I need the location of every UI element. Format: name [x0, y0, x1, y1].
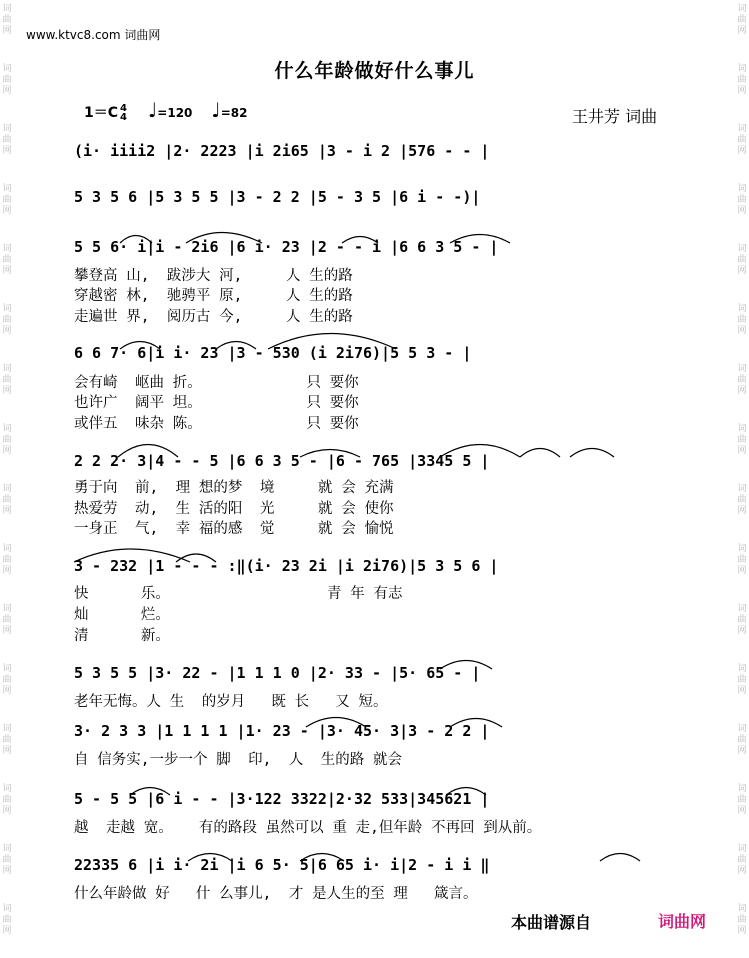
slur-arc — [440, 661, 492, 670]
edge-watermark-char: 网 — [2, 206, 12, 216]
lyric-line: 一身正 气, 幸 福的感 觉 就 会 愉悦 — [74, 521, 394, 537]
edge-watermark-char: 曲 — [737, 495, 747, 505]
lyric-line: 自 信务实,一步一个 脚 印, 人 生的路 就会 — [74, 752, 403, 768]
edge-watermark-char: 词 — [737, 304, 747, 314]
edge-watermark-char: 词 — [2, 544, 12, 554]
edge-watermark-char: 词 — [2, 844, 12, 854]
slur-arc — [300, 854, 344, 862]
edge-watermark-char: 网 — [2, 866, 12, 876]
edge-watermark-char: 曲 — [737, 435, 747, 445]
edge-watermark-char: 曲 — [737, 675, 747, 685]
edge-watermark-char: 网 — [2, 386, 12, 396]
edge-watermark-char: 词 — [737, 784, 747, 794]
notation-line: 5 3 5 6 |5 3 5 5 |3 - 2 2 |5 - 3 5 |6 i - -)| — [74, 188, 481, 206]
edge-watermark-char: 网 — [2, 746, 12, 756]
edge-watermark-char: 曲 — [737, 135, 747, 145]
edge-watermark-char: 网 — [2, 146, 12, 156]
edge-watermark-char: 网 — [737, 26, 747, 36]
edge-watermark-char: 曲 — [737, 315, 747, 325]
edge-watermark-char: 网 — [2, 806, 12, 816]
edge-watermark-char: 网 — [737, 386, 747, 396]
edge-watermark-char: 网 — [2, 446, 12, 456]
edge-watermark-char: 曲 — [737, 915, 747, 925]
slur-arc — [268, 334, 396, 350]
edge-watermark-char: 曲 — [737, 795, 747, 805]
edge-watermark-char: 曲 — [737, 15, 747, 25]
lyric-line: 走遍世 界, 阅历古 今, 人 生的路 — [74, 309, 353, 325]
slur-arc — [306, 718, 366, 728]
edge-watermark-char: 网 — [2, 926, 12, 936]
slur-arc — [176, 554, 216, 562]
edge-watermark-char: 网 — [737, 446, 747, 456]
edge-watermark-char: 词 — [737, 724, 747, 734]
slur-arc — [600, 854, 640, 862]
notation-line: 2 2 2· 3|4 - - 5 |6 6 3 5 - |6 - 765 |3345 5 | — [74, 452, 490, 470]
edge-watermark-char: 词 — [2, 604, 12, 614]
edge-watermark-char: 曲 — [737, 195, 747, 205]
edge-watermark-char: 词 — [2, 304, 12, 314]
edge-watermark-char: 曲 — [2, 855, 12, 865]
composer-credit: 王井芳 词曲 — [572, 107, 658, 126]
edge-watermark-char: 网 — [2, 86, 12, 96]
quarter-note-icon: ♩ — [147, 98, 158, 122]
edge-watermark-char: 曲 — [2, 915, 12, 925]
edge-watermark-char: 词 — [737, 64, 747, 74]
slur-arc — [120, 236, 152, 244]
edge-watermark-char: 词 — [2, 424, 12, 434]
edge-watermark-char: 曲 — [737, 855, 747, 865]
edge-watermark-char: 曲 — [2, 495, 12, 505]
site-watermark: www.ktvc8.com 词曲网 — [26, 28, 161, 42]
edge-watermark-char: 曲 — [2, 795, 12, 805]
slur-arc — [450, 235, 510, 244]
lyric-line: 或伴五 味杂 陈。 只 要你 — [74, 416, 359, 432]
notation-line: 3 - 232 |1 - - - :‖(i· 23 2i |i 2i76)|5 3 5 6 | — [74, 557, 499, 575]
slur-arc — [570, 449, 614, 458]
edge-watermark-char: 曲 — [2, 675, 12, 685]
edge-watermark-char: 网 — [737, 866, 747, 876]
lyric-line: 灿 烂。 — [74, 607, 170, 623]
slur-arc — [342, 237, 378, 244]
notation-line: 3· 2 3 3 |1 1 1 1 |1· 23 - |3· 45· 3|3 - 2 2 | — [74, 722, 490, 740]
tempo-key-line: 1＝C 4 4 ♩=120 ♩=82 — [84, 98, 248, 123]
slur-arc — [216, 342, 256, 350]
edge-watermark-char: 词 — [2, 484, 12, 494]
slur-arc — [186, 233, 262, 244]
edge-watermark-char: 词 — [737, 544, 747, 554]
notation-line: 5 3 5 5 |3· 22 - |1 1 1 0 |2· 33 - |5· 65 - | — [74, 664, 481, 682]
edge-watermark-char: 曲 — [737, 255, 747, 265]
notation-line: 5 5 6· i|i - 2i6 |6 i· 23 |2 - - i |6 6 3 5 - | — [74, 238, 499, 256]
edge-watermark-char: 词 — [737, 844, 747, 854]
edge-watermark-char: 曲 — [737, 615, 747, 625]
source-note: 本曲谱源自 — [511, 913, 592, 932]
edge-watermark-char: 曲 — [2, 15, 12, 25]
edge-watermark-char: 网 — [2, 626, 12, 636]
edge-watermark-char: 网 — [2, 506, 12, 516]
edge-watermark-char: 曲 — [2, 75, 12, 85]
lyric-line: 热爱劳 动, 生 活的阳 光 就 会 使你 — [74, 501, 394, 517]
edge-watermark-char: 曲 — [2, 435, 12, 445]
lyric-line: 也许广 阔平 坦。 只 要你 — [74, 395, 359, 411]
edge-watermark-char: 词 — [2, 664, 12, 674]
edge-watermark-char: 曲 — [737, 75, 747, 85]
edge-watermark-char: 词 — [737, 364, 747, 374]
edge-watermark-char: 网 — [737, 926, 747, 936]
edge-watermark-char: 词 — [2, 364, 12, 374]
edge-watermark-char: 网 — [737, 146, 747, 156]
edge-watermark-char: 曲 — [2, 615, 12, 625]
lyric-line: 老年无悔。人 生 的岁月 既 长 又 短。 — [74, 694, 388, 710]
edge-watermark-char: 曲 — [2, 735, 12, 745]
edge-watermark-char: 曲 — [2, 255, 12, 265]
edge-watermark-char: 词 — [737, 424, 747, 434]
time-beats: 4 — [120, 103, 127, 114]
edge-watermark-char: 曲 — [737, 375, 747, 385]
edge-watermark-char: 词 — [2, 184, 12, 194]
slur-arc — [74, 549, 190, 562]
edge-watermark-char: 词 — [2, 4, 12, 14]
quarter-note-icon: ♩ — [211, 98, 221, 122]
lyric-line: 穿越密 林, 驰骋平 原, 人 生的路 — [74, 288, 353, 304]
edge-watermark-char: 网 — [737, 626, 747, 636]
slur-arc — [118, 445, 178, 458]
edge-watermark-char: 曲 — [737, 555, 747, 565]
edge-watermark-char: 网 — [737, 566, 747, 576]
edge-watermark-char: 曲 — [2, 375, 12, 385]
edge-watermark-char: 词 — [737, 604, 747, 614]
lyric-line: 什么年龄做 好 什 么事儿, 才 是人生的至 理 箴言。 — [74, 886, 478, 902]
notation-line: 22335 6 |i i· 2i |i 6 5· 5|6 65 i· i|2 - i i ‖ — [74, 856, 490, 874]
edge-watermark-char: 词 — [737, 184, 747, 194]
edge-watermark-char: 网 — [2, 26, 12, 36]
site-logo: 词曲网 — [658, 912, 707, 931]
lyric-line: 越 走越 宽。 有的路段 虽然可以 重 走,但年龄 不再回 到从前。 — [74, 820, 542, 836]
edge-watermark-char: 网 — [737, 746, 747, 756]
edge-watermark-char: 网 — [2, 266, 12, 276]
time-unit: 4 — [120, 112, 127, 123]
edge-watermark-char: 词 — [737, 904, 747, 914]
tempo-bpm-1: 120 — [167, 106, 193, 120]
lyric-line: 快 乐。 青 年 有志 — [74, 586, 403, 602]
slur-arc — [188, 854, 232, 862]
edge-watermark-char: 曲 — [2, 555, 12, 565]
edge-watermark-char: 词 — [2, 724, 12, 734]
edge-watermark-char: 网 — [737, 206, 747, 216]
slur-arc — [300, 450, 360, 458]
key-signature: 1＝C — [84, 105, 119, 121]
edge-watermark-char: 网 — [737, 806, 747, 816]
slur-arc — [120, 342, 160, 350]
edge-watermark-char: 曲 — [2, 315, 12, 325]
lyric-line: 勇于向 前, 理 想的梦 境 就 会 充满 — [74, 480, 394, 496]
edge-watermark-char: 曲 — [737, 735, 747, 745]
notation-line: (i· iiii2 |2· 2223 |i 2i65 |3 - i 2 |576 - - | — [74, 142, 490, 160]
edge-watermark-char: 网 — [737, 506, 747, 516]
notation-line: 5 - 5 5 |6 i - - |3·122 3322|2·32 533|345621 | — [74, 790, 490, 808]
slur-arc — [130, 788, 170, 796]
edge-watermark-char: 词 — [737, 244, 747, 254]
edge-watermark-char: 词 — [2, 124, 12, 134]
tempo-bpm-2: 82 — [230, 106, 248, 120]
edge-watermark-char: 词 — [2, 244, 12, 254]
edge-watermark-char: 词 — [737, 124, 747, 134]
edge-watermark-char: 词 — [2, 784, 12, 794]
edge-watermark-char: 网 — [2, 686, 12, 696]
slur-arc — [520, 449, 560, 458]
edge-watermark-char: 词 — [737, 4, 747, 14]
edge-watermark-char: 曲 — [2, 135, 12, 145]
edge-watermark-char: 词 — [2, 904, 12, 914]
edge-watermark-char: 网 — [737, 86, 747, 96]
edge-watermark-char: 网 — [2, 326, 12, 336]
edge-watermark-char: 词 — [2, 64, 12, 74]
lyric-line: 清 新。 — [74, 628, 170, 644]
edge-watermark-char: 网 — [737, 686, 747, 696]
lyric-line: 攀登高 山, 跋涉大 河, 人 生的路 — [74, 268, 353, 284]
slur-arc — [450, 719, 502, 728]
edge-watermark-char: 词 — [737, 664, 747, 674]
edge-watermark-char: 曲 — [2, 195, 12, 205]
slur-arc — [440, 445, 520, 458]
edge-watermark-char: 词 — [737, 484, 747, 494]
notation-line: 6 6 7· 6|i i· 23 |3 - 530 (i 2i76)|5 5 3 - | — [74, 344, 472, 362]
slur-arc — [446, 788, 486, 796]
edge-watermark-char: 网 — [737, 326, 747, 336]
song-title: 什么年龄做好什么事儿 — [274, 60, 475, 82]
edge-watermark-char: 网 — [2, 566, 12, 576]
edge-watermark-char: 网 — [737, 266, 747, 276]
lyric-line: 会有崎 岖曲 折。 只 要你 — [74, 375, 359, 391]
